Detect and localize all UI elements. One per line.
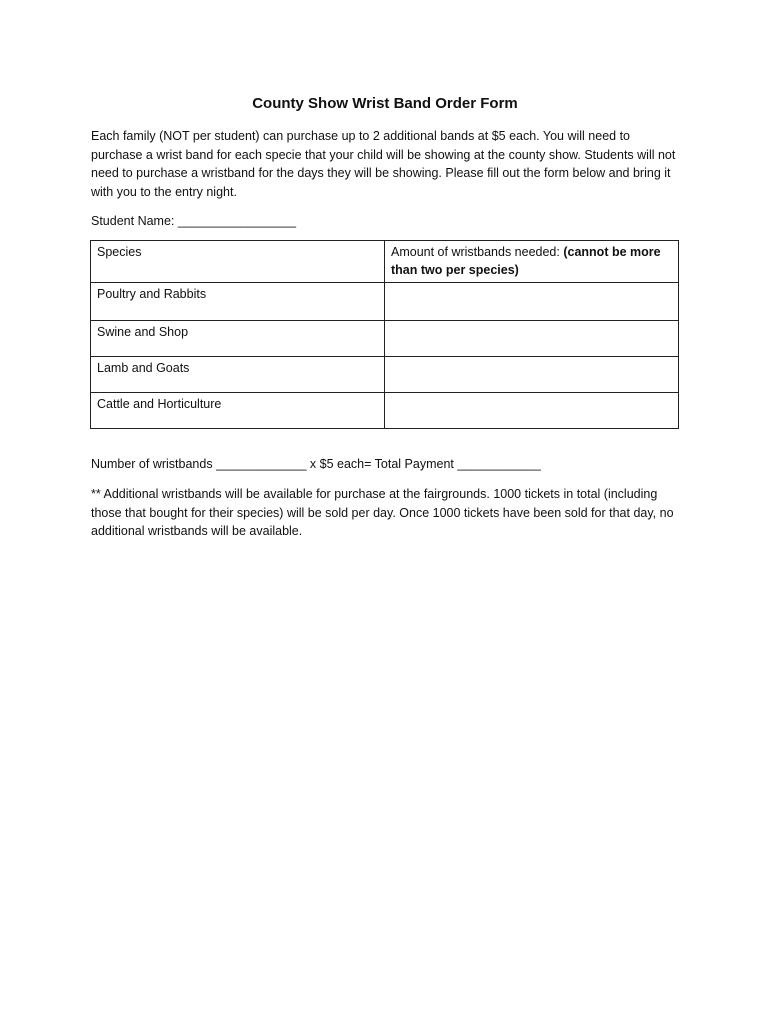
species-cell: Swine and Shop bbox=[91, 321, 385, 357]
species-cell: Cattle and Horticulture bbox=[91, 393, 385, 429]
amount-header-label: Amount of wristbands needed: bbox=[391, 245, 560, 259]
additional-note: ** Additional wristbands will be available for purchase at the fairgrounds. 1000 tickets in total (including those that bought for their species) will be sold per day. Once 1000 tickets have been sold for that day, no additional wristbands will be available. bbox=[91, 487, 674, 539]
table-header-row bbox=[91, 241, 679, 283]
wristband-count-label: Number of wristbands bbox=[91, 457, 213, 471]
amount-cell[interactable] bbox=[385, 357, 679, 393]
table-row bbox=[91, 283, 679, 321]
intro-paragraph: Each family (NOT per student) can purchase up to 2 additional bands at $5 each. You will need to purchase a wrist band for each specie that your child will be showing at the county show. Students will not need to purchase a wristband for the days they will be showing. Please fill out the form below and bring it with you to the entry night. bbox=[91, 129, 676, 200]
table-row bbox=[91, 357, 679, 393]
amount-header-note: (cannot be more than two per species) bbox=[391, 245, 661, 277]
payment-line bbox=[91, 455, 681, 474]
amount-header bbox=[385, 241, 679, 283]
amount-cell[interactable] bbox=[385, 283, 679, 321]
student-name-field[interactable]: _________________ bbox=[177, 214, 297, 228]
table-row bbox=[91, 393, 679, 429]
amount-cell[interactable] bbox=[385, 393, 679, 429]
species-header bbox=[91, 241, 385, 283]
species-cell: Poultry and Rabbits bbox=[91, 283, 385, 321]
payment-multiplier-label: x $5 each= Total Payment bbox=[309, 457, 454, 471]
species-table bbox=[90, 240, 679, 429]
student-name-label: Student Name: bbox=[91, 214, 175, 228]
species-header-label: Species bbox=[97, 245, 142, 259]
form-title: County Show Wrist Band Order Form bbox=[252, 95, 518, 112]
amount-cell[interactable] bbox=[385, 321, 679, 357]
table-row bbox=[91, 321, 679, 357]
total-payment-field[interactable]: ____________ bbox=[457, 457, 541, 471]
student-name-line bbox=[91, 212, 681, 231]
species-cell: Lamb and Goats bbox=[91, 357, 385, 393]
wristband-count-field[interactable]: _____________ bbox=[216, 457, 307, 471]
